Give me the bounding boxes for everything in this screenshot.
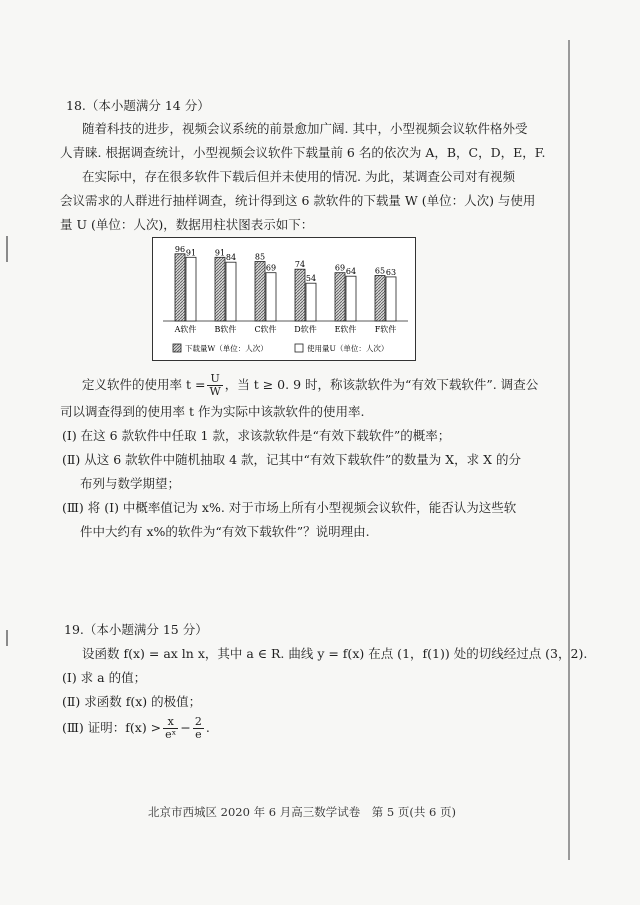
data-label-download: 91 <box>214 248 226 258</box>
page-footer: 北京市西城区 2020 年 6 月高三数学试卷 第 5 页(共 6 页) <box>148 805 456 819</box>
q18-definition-line2: 司以调查得到的使用率 t 作为实际中该款软件的使用率. <box>60 404 365 419</box>
bar-download <box>295 269 305 321</box>
q19-part3 <box>62 712 210 744</box>
legend-label-usage: 使用量U（单位：人次） <box>307 344 389 353</box>
q19-statement: 设函数 f(x) = ax ln x，其中 a ∈ R. 曲线 y = f(x) 在点 (1，f(1)) 处的切线经过点 (3，2). <box>82 646 588 661</box>
data-label-usage: 54 <box>305 274 317 284</box>
q19-header: 19.（本小题满分 15 分） <box>64 622 208 637</box>
q18-part2-line1: (Ⅱ) 从这 6 款软件中随机抽取 4 款，记其中“有效下载软件”的数量为 X，求 X 的分 <box>62 452 522 467</box>
bar-download <box>175 254 185 321</box>
data-label-download: 69 <box>334 263 346 273</box>
q18-paragraph1-line1: 随着科技的进步，视频会议系统的前景愈加广阔. 其中，小型视频会议软件格外受 <box>82 121 528 136</box>
fraction-2-over-e <box>193 716 204 741</box>
fraction-numerator: U <box>207 373 222 386</box>
data-label-download: 74 <box>294 260 306 270</box>
bar-usage <box>266 273 276 321</box>
data-label-usage: 64 <box>345 267 357 277</box>
q18-part3-line1: (Ⅲ) 将 (Ⅰ) 中概率值记为 x%. 对于市场上所有小型视频会议软件，能否认为这些软 <box>62 500 517 515</box>
minus-sign: − <box>180 720 191 735</box>
fraction-denominator: eˣ <box>165 728 177 741</box>
bar-download <box>375 276 385 322</box>
bar-usage <box>346 276 356 321</box>
fraction-numerator: 2 <box>194 715 202 728</box>
bar-usage <box>186 257 196 321</box>
margin-mark <box>6 236 8 262</box>
q18-header: 18.（本小题满分 14 分） <box>66 98 210 113</box>
q18-part2-line2: 布列与数学期望； <box>80 476 181 491</box>
q19-part3-text: (Ⅲ) 证明：f(x) > <box>62 720 162 735</box>
category-label: F软件 <box>374 325 397 334</box>
fold-line <box>568 40 570 860</box>
data-label-usage: 84 <box>225 253 237 263</box>
bar-download <box>255 262 265 322</box>
q18-definition <box>82 370 538 400</box>
fraction-x-over-e-power-x <box>163 716 178 741</box>
category-label: B软件 <box>214 325 237 334</box>
q18-part3-line2: 件中大约有 x%的软件为“有效下载软件”？说明理由. <box>80 524 370 539</box>
category-label: E软件 <box>334 325 357 334</box>
category-label: D软件 <box>294 325 317 334</box>
definition-text-post: ，当 t ≥ 0. 9 时，称该款软件为“有效下载软件”. 调查公 <box>224 377 539 392</box>
data-label-download: 96 <box>174 244 186 254</box>
legend-swatch-download <box>173 344 181 352</box>
legend-swatch-usage <box>295 344 303 352</box>
category-label: A软件 <box>174 325 197 334</box>
q18-paragraph1-line2: 人青睐. 根据调查统计，小型视频会议软件下载量前 6 名的依次为 A，B，C，D，E，F. <box>60 145 546 160</box>
category-label: C软件 <box>254 325 277 334</box>
usage-rate-fraction <box>207 373 222 398</box>
q19-part1: (Ⅰ) 求 a 的值； <box>62 670 147 685</box>
bar-download <box>335 273 345 321</box>
bar-download <box>215 257 225 321</box>
data-label-download: 65 <box>374 266 386 276</box>
period: . <box>205 720 210 735</box>
bar-usage <box>306 283 316 321</box>
q18-paragraph2-line2: 会议需求的人群进行抽样调查，统计得到这 6 款软件的下载量 W (单位：人次) 与使用 <box>60 193 536 208</box>
q18-part1: (Ⅰ) 在这 6 款软件中任取 1 款，求该款软件是“有效下载软件”的概率； <box>62 428 451 443</box>
definition-text-pre: 定义软件的使用率 t = <box>82 377 206 392</box>
fraction-denominator: e <box>195 728 202 741</box>
q18-paragraph2-line3: 量 U (单位：人次)，数据用柱状图表示如下： <box>60 217 314 232</box>
bar-chart <box>152 237 416 361</box>
q18-paragraph2-line1: 在实际中，存在很多软件下载后但并未使用的情况. 为此，某调查公司对有视频 <box>82 169 515 184</box>
legend-label-download: 下载量W（单位：人次） <box>185 344 268 353</box>
bar-usage <box>226 262 236 321</box>
fraction-numerator: x <box>163 716 178 729</box>
bar-chart-svg <box>153 238 415 360</box>
fraction-denominator: W <box>209 385 221 398</box>
data-label-usage: 63 <box>385 267 397 277</box>
data-label-download: 85 <box>254 252 266 262</box>
bar-usage <box>386 277 396 321</box>
data-label-usage: 69 <box>265 263 277 273</box>
margin-mark <box>6 630 8 646</box>
data-label-usage: 91 <box>185 248 197 258</box>
q19-part2: (Ⅱ) 求函数 f(x) 的极值； <box>62 694 202 709</box>
